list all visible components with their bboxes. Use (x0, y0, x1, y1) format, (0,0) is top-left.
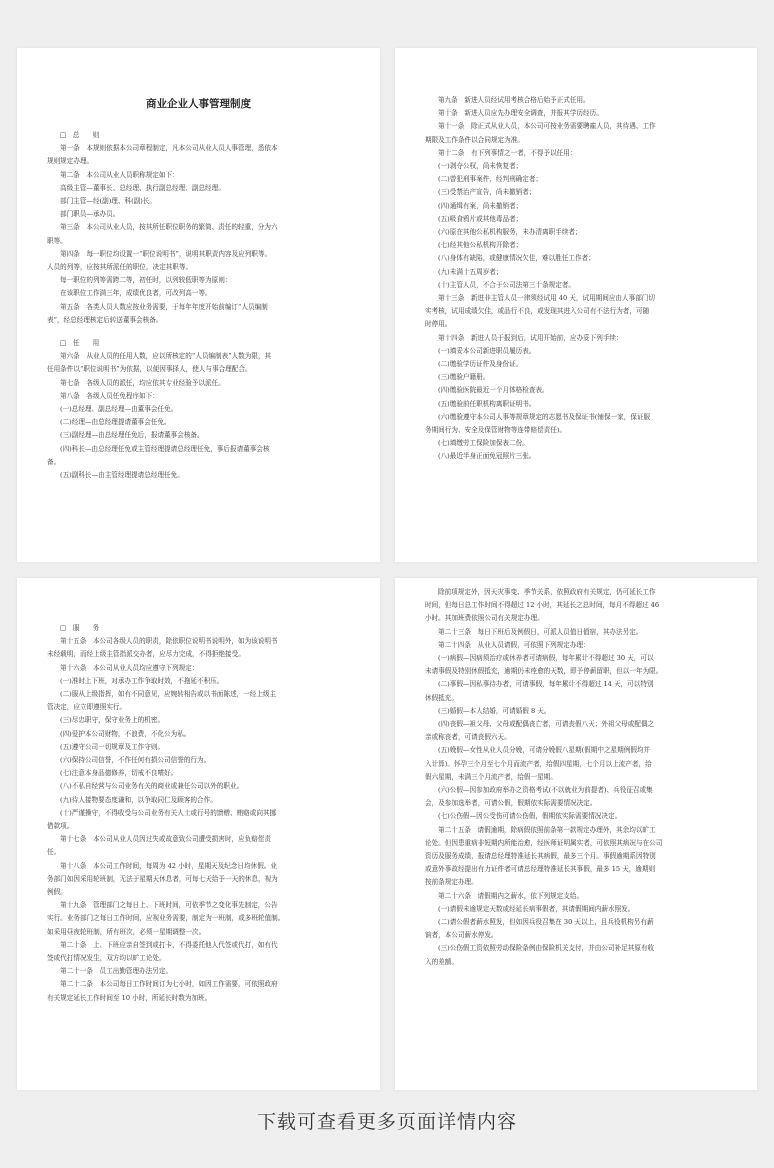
text-line: (三)尽忠职守，保守业务上的机密。 (60, 716, 165, 725)
document-page-1 (17, 48, 380, 562)
text-line: 第二十六条 请假期内之薪水，依下列规定支给。 (438, 891, 584, 900)
text-line: (五)缴验前任职机构离职证明书。 (438, 399, 536, 408)
text-line: (二)经理—由总经理提请董事会任免。 (60, 418, 171, 427)
text-line: (五)吸食鸦片或其他毒品者； (438, 214, 523, 223)
text-line: (六)缴验遵守本公司人事等规章规定的志愿书及保证书(铺保一家，保证服 (438, 412, 651, 421)
text-line: (六)原在其他公私机构服务，未办清离职手续者； (438, 228, 582, 237)
text-line: 或意外事故经提出有力证件者可请总经理特准延长其事假，最多 15 天，逾期则 (425, 865, 656, 874)
text-line: 任用条件以“职位说明书”为依据，以便因事择人，使人与事合理配合。 (47, 365, 252, 374)
text-line: 务期间行为、安全及保管财物等连带赔偿责任)。 (425, 426, 567, 435)
text-line: 小时。其加班费依照公司有关规定办理。 (425, 614, 544, 623)
text-line: (七)填缴劳工保险加保表二份。 (438, 439, 529, 448)
text-line: (一)总经理、副总经理—由董事会任免。 (60, 405, 178, 414)
text-line: (五)娩假—女性从业人员分娩，可请分娩假八星期(假期中之星期例假均并 (438, 746, 651, 755)
text-line: 有关规定延长工作时间至 10 小时，所延长时数为加班。 (47, 993, 212, 1002)
text-line: 未经载明，而经上级主管指派交办者，应尽力完成，不得拒绝接受。 (47, 650, 245, 659)
text-line: 第十九条 管理部门之每日上、下班时间，可依季节之变化事先制定，公告 (60, 901, 278, 910)
text-line: (十)主管人员，不合于公司法第三十条规定者。 (438, 280, 576, 289)
text-line: 第十二条 有下列事情之一者，不得予以任用： (438, 148, 577, 157)
text-line: 时停用。 (425, 320, 452, 329)
text-line: 如采用昼夜轮班制，所有班次，必须一星期调整一次。 (47, 927, 206, 936)
text-line: (一)剥夺公权，尚未恢复者； (438, 162, 523, 171)
text-line: 第二十五条 请假逾期，除病假依照前条第一款规定办理外，其余均以旷工 (438, 825, 656, 834)
text-line: (三)受禁治产宣告，尚未撤销者； (438, 188, 536, 197)
text-line: (八)身体有缺陷，或健康情况欠佳，难以胜任工作者； (438, 254, 595, 263)
text-line: (三)婚假—本人结婚，可请婚假 8 天。 (438, 706, 551, 715)
text-line: (二)事假—因私事待办者，可请事假，每年累计不得超过 14 天，可以特别 (438, 680, 654, 689)
page-text (47, 622, 350, 1005)
text-line: 第十六条 本公司从业人员均应遵守下列规定： (60, 663, 199, 672)
text-line: (二)服从上级指挥，如有不同意见，应婉转相告或以书面陈述，一经上级主 (60, 690, 277, 699)
text-line: 期限及工作条件以合同规定为准。 (425, 135, 524, 144)
text-line: 第二条 本公司从业人员职称规定如下： (60, 170, 179, 179)
text-line: 实考核，试用成绩欠佳，或品行不良，或发现其进入公司有不法行为者，可随 (425, 307, 650, 316)
text-line: (二)曾犯刑事案件，经判刑确定者； (438, 175, 543, 184)
text-line: 假六星期，未满三个月流产者，给假一星期。 (425, 772, 557, 781)
text-line: 第二十三条 每日下班后及例假日，可派人员值日值宿，其办法另定。 (438, 627, 643, 636)
document-page-4 (395, 578, 757, 1090)
text-line: 第十七条 本公司从业人员因过失或故意致公司遭受损害时，应负赔偿责 (60, 835, 271, 844)
text-line: 休假抵充。 (425, 693, 458, 702)
text-line: 第八条 各级人员任免程序如下： (60, 391, 159, 400)
text-line: (三)副经理—由总经理任免后，报请董事会核备。 (60, 431, 204, 440)
text-line: 第二十四条 从业人员请假，可依照下列规定办理： (438, 640, 590, 649)
text-line: (四)科长—由总经理任免或主管经理提请总经理任免，事后报请董事会核 (60, 444, 270, 453)
text-line: 第五条 各类人员人数应按业务需要，于每年年度开始前编订“人员编制 (60, 302, 268, 311)
text-line: 第十四条 新进人员于报到后，试用开始前，应办妥下列手续： (438, 333, 623, 342)
text-line: 亲或称丧者，可请丧假六天。 (425, 733, 511, 742)
text-line: 入计算)。怀孕三个月至七个月而流产者，给假四星期，七个月以上流产者，给 (425, 759, 652, 768)
text-line: (七)注意本身品德修养，切戒不良嗜好。 (60, 769, 178, 778)
text-line: 管决定，应立即遵照实行。 (47, 703, 127, 712)
section-heading: □ 任 用 (60, 339, 100, 348)
text-line: (一)请假未逾规定天数或经延长病事假者，其请假期间内薪水照发。 (438, 904, 635, 913)
text-line: 按前条规定办理。 (425, 878, 478, 887)
text-line: 任。 (47, 848, 61, 857)
text-line: (九)待人接物要态度谦和，以争取同仁及顾客的合作。 (60, 795, 217, 804)
text-line: 第九条 新进人员经试用考核合格后始予正式任用。 (438, 96, 590, 104)
download-more-caption[interactable]: 下载可查看更多页面详情内容 (256, 1111, 517, 1133)
section-heading: □ 总 则 (60, 131, 100, 139)
text-line: 第十三条 新进非主管人员一律须经试用 40 天，试用期间应由人事部门切 (438, 294, 655, 303)
text-line: 人员的列等，应按其所派任的职位，决定其职等。 (47, 263, 193, 272)
text-line: (四)爱护本公司财物，不浪费，不化公为私。 (60, 729, 191, 738)
text-line: (六)公假—因参加政府举办之资格考试(不以就业为前提者)、兵役征召或集 (438, 786, 653, 795)
text-line: (十)严谨操守，不得收受与公司业务有关人士或行号的馈赠、贿赂或向其挪 (60, 808, 277, 817)
text-line: 第十条 新进人员应先办理安全调查，并报其学历经历。 (438, 109, 603, 118)
text-line: 第一条 本规则依据本公司章程制定，凡本公司从业人员人事管理，悉依本 (60, 144, 278, 153)
text-line: (二)缴验学历证件及身份证。 (438, 360, 523, 369)
document-title: 商业企业人事管理制度 (146, 98, 251, 110)
text-line: (八)最近半身正面免冠照片三张。 (438, 452, 536, 461)
text-line: (七)公伤假—因公受伤可请公伤假，假期依实际需要情况决定。 (438, 812, 622, 821)
text-line: 论处。但因患重病非短期内所能治愈，经医师证明属实者，可依照其病况与在公司 (425, 838, 663, 847)
text-line: (一)病假—因病须治疗或休养者可请病假，每年累计不得超过 30 天，可以 (438, 654, 654, 663)
text-line: (一)准时上下班，对承办工作争取时效，不拖延不积压。 (60, 676, 224, 685)
text-line: 实行。业务部门之每日工作时间，应视业务需要，制定为一班制，或多班轮值制。 (47, 914, 285, 923)
text-line: 会，及参加选举者，可请公假，假期依实际需要情况决定。 (425, 799, 597, 808)
text-line: 高级主管—董事长、总经理、执行副总经理、副总经理。 (60, 183, 225, 192)
text-line: 规则规定办理。 (47, 157, 94, 166)
text-line: 借款项。 (47, 822, 74, 831)
text-line: (三)公伤假工资依照劳动保险条例由保险机关支付，并由公司补足其原有收 (438, 944, 655, 953)
text-line: (三)缴验户籍册。 (438, 373, 490, 382)
text-line: 第二十一条 员工出勤管理办法另定。 (60, 967, 173, 976)
text-line: 时间，但每日总工作时间不得超过 12 小时，其延长之总时间，每月不得超过 46 (425, 601, 660, 610)
text-line: (四)缴验医院最近一个月体格检查表。 (438, 386, 549, 395)
text-line: 第十五条 本公司各级人员的职责，除依职位说明书说明外，如为该说明书 (60, 637, 278, 646)
text-line: 部门主管—经(副)理、科(副)长。 (60, 197, 157, 206)
section-heading: □ 服 务 (60, 624, 100, 632)
text-line: 第十一条 除正式从业人员，本公司可按业务需要聘雇人员，其待遇、工作 (438, 122, 656, 131)
text-line: (四)通缉有案，尚未撤销者； (438, 201, 523, 210)
text-line: 第十八条 本公司工作时间，每周为 42 小时，星期天及纪念日均休假。业 (60, 861, 277, 870)
text-line: 在该职位工作满三年，成绩优良者，可改列高一等。 (60, 289, 212, 298)
text-line: (一)填妥本公司新进职员履历表。 (438, 346, 536, 355)
text-line: 职等。 (47, 236, 67, 245)
text-line: (八)不私自经营与公司业务有关的商业或兼任公司以外的职业。 (60, 782, 244, 791)
text-line: 未请事假及特别休假抵充，逾期仍未痊愈的天数，即予停薪留职，但以一年为限。 (425, 667, 663, 676)
text-line: 入的差额。 (425, 957, 458, 966)
text-line: 第三条 本公司从业人员，按其所任职位职务的繁简、责任的轻重，分为六 (60, 223, 278, 232)
text-line: 每一职位的列等需跨二等，初任时，以列较低职等为原则： (60, 276, 232, 285)
page-text (47, 129, 350, 482)
text-line: 签或代打情况发生，双方均以旷工论处。 (47, 954, 166, 963)
text-line: 部门职员—承办员。 (60, 210, 120, 219)
text-line: 第二十二条 本公司每日工作时间订为七小时，如因工作需要，可依照政府 (60, 980, 278, 989)
text-line: 务部门如因采用轮班制，无法于星期天休息者，可每七天给予一天的休息，视为 (47, 874, 278, 883)
text-line: 例假。 (47, 888, 67, 897)
page-text (425, 586, 729, 969)
text-line: (四)丧假—祖父母、父母或配偶丧亡者，可请丧假八天；外祖父母或配偶之 (438, 720, 655, 729)
text-line: (二)请公假者薪水照发，但如因兵役召集在 30 天以上，且兵役机构另有薪 (438, 918, 654, 927)
text-line: 饷者，本公司薪水停发。 (425, 931, 498, 940)
text-line: (五)副科长—由主管经理提请总经理任免。 (60, 471, 184, 480)
text-line: 第四条 每一职位均设置一“职位说明书”，说明其职责内容及应列职等。 (60, 249, 272, 258)
text-line: (六)保持公司信誉，不作任何有损公司信誉的行为。 (60, 756, 211, 765)
text-line: (七)经其他公私机构开除者； (438, 241, 523, 250)
text-line: 备。 (47, 457, 61, 466)
text-line: 第七条 各级人员的派任，均应依其专业经验予以派任。 (60, 378, 225, 387)
text-line: (九)未满十五周岁者； (438, 267, 503, 276)
text-line: 除前项规定外，因天灾事变、季节关系，依照政府有关规定，仍可延长工作 (438, 588, 656, 596)
text-line: (五)遵守公司一切规章及工作守则。 (60, 742, 165, 751)
document-page-3 (17, 578, 380, 1090)
page-text (425, 94, 729, 464)
text-line: 第六条 从业人员的任用人数，应以所核定的“人员编制表”人数为限，其 (60, 352, 272, 361)
text-line: 资历及服务成绩，报请总经理特准延长其病假，最多三个月。事假逾期系因特别 (425, 852, 656, 861)
text-line: 第二十条 上、下班应亲自签到或打卡，不得委托他人代签或代打，如有代 (60, 940, 278, 949)
text-line: 表”，经总经理核定后转送董事会核备。 (47, 315, 163, 324)
document-page-2 (395, 48, 757, 562)
